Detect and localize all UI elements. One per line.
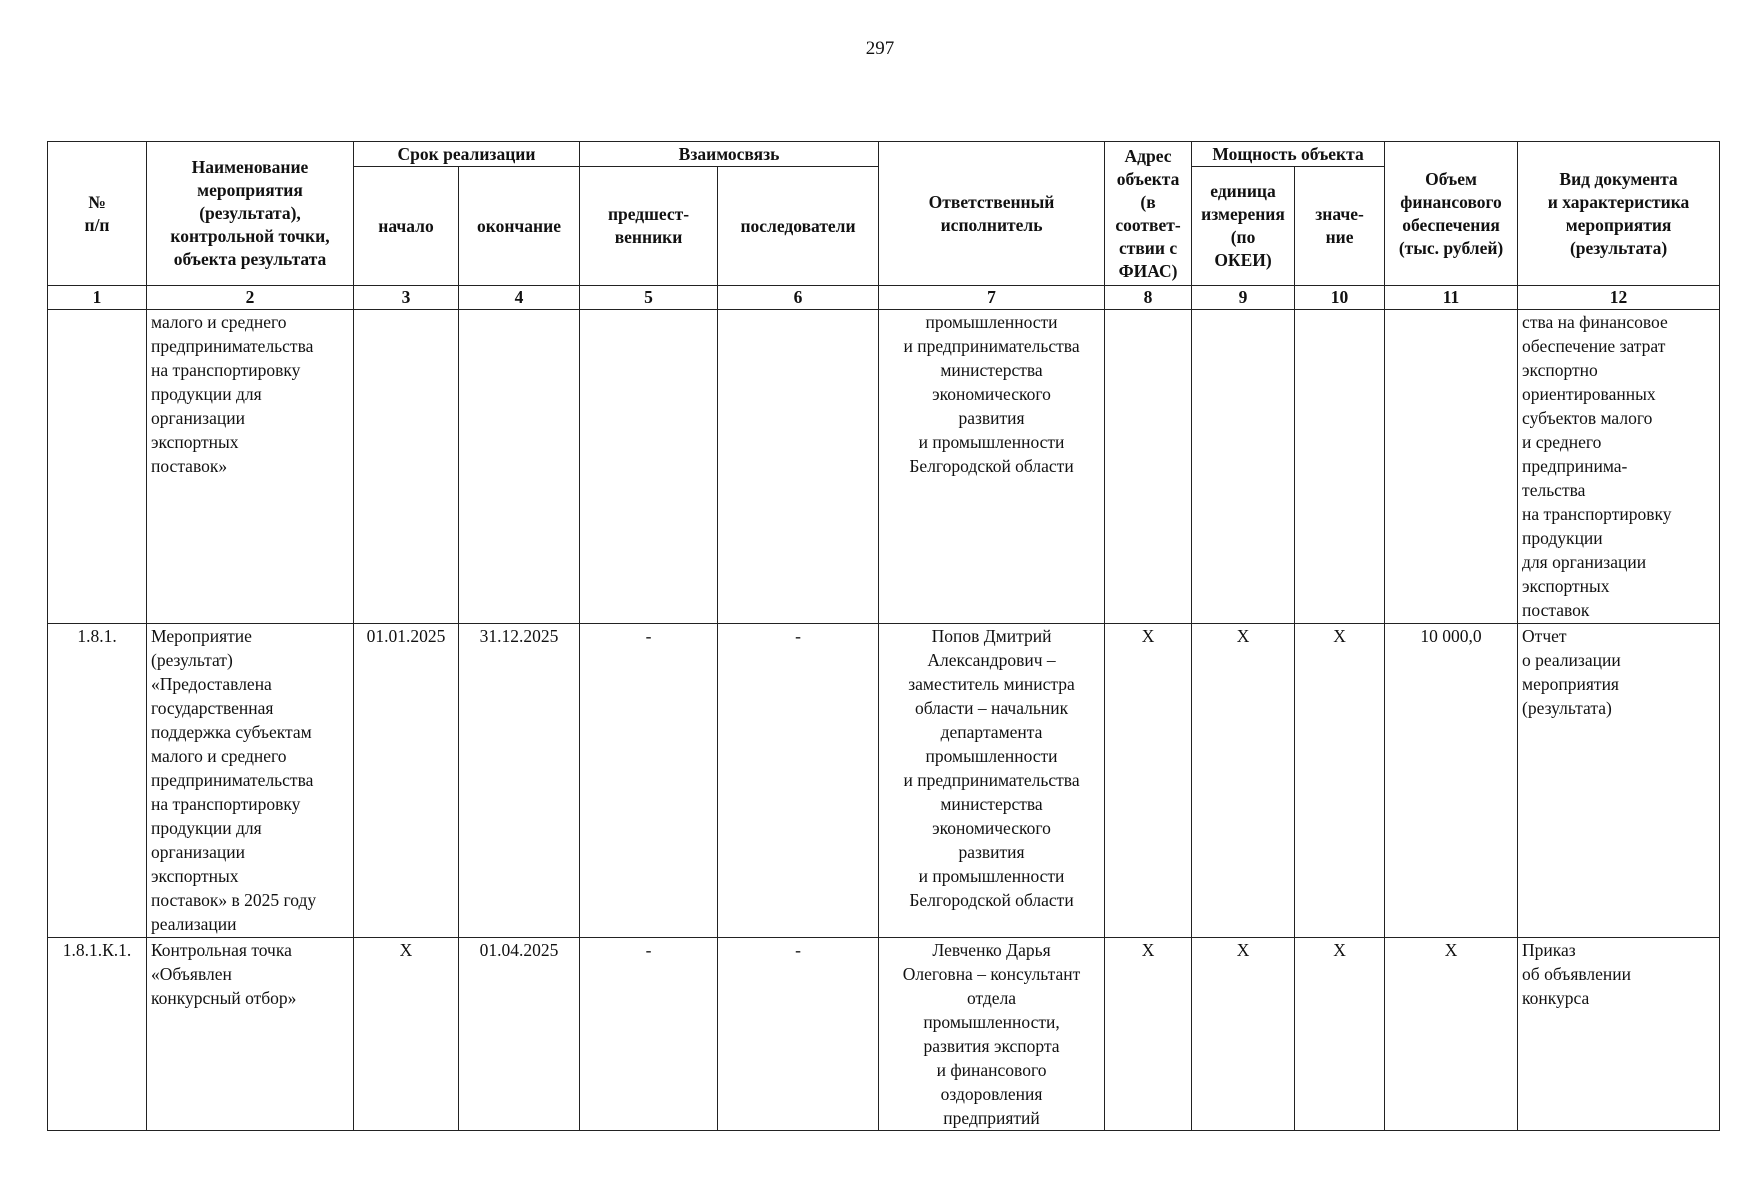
cell-finance [1385,310,1518,624]
header-end: окончание [459,167,580,286]
cell-start: Х [354,938,459,1131]
cell-address: Х [1105,624,1192,938]
header-finance: Объем финансового обеспечения (тыс. рублей) [1385,142,1518,286]
header-group-term: Срок реализации [354,142,580,167]
cell-responsible: промышленности и предпринимательства министерства экономического развития и промышленности Белгородской области [879,310,1105,624]
cell-successors: - [718,938,879,1131]
header-address: Адрес объекта (в соответ- ствии с ФИАС) [1105,142,1192,286]
cell-finance: 10 000,0 [1385,624,1518,938]
header-responsible: Ответственный исполнитель [879,142,1105,286]
cell-value [1295,310,1385,624]
column-number: 8 [1105,286,1192,310]
column-number: 3 [354,286,459,310]
cell-end: 31.12.2025 [459,624,580,938]
cell-name: Контрольная точка «Объявлен конкурсный отбор» [147,938,354,1131]
cell-address: Х [1105,938,1192,1131]
cell-predecessors: - [580,624,718,938]
cell-unit: Х [1192,624,1295,938]
cell-number: 1.8.1.К.1. [48,938,147,1131]
cell-predecessors [580,310,718,624]
cell-name: Мероприятие (результат) «Предоставлена государственная поддержка субъектам малого и среднего предпринимательства на транспортировку продукции для организации экспортных поставок» в 2025 году реализации [147,624,354,938]
column-number: 2 [147,286,354,310]
page-number: 297 [865,38,895,59]
cell-predecessors: - [580,938,718,1131]
cell-document: Отчет о реализации мероприятия (результата) [1518,624,1720,938]
column-number: 5 [580,286,718,310]
header-unit: единица измерения (по ОКЕИ) [1192,167,1295,286]
header-group-link: Взаимосвязь [580,142,879,167]
header-document: Вид документа и характеристика мероприятия (результата) [1518,142,1720,286]
cell-address [1105,310,1192,624]
column-number: 11 [1385,286,1518,310]
cell-successors: - [718,624,879,938]
column-number: 7 [879,286,1105,310]
cell-value: Х [1295,624,1385,938]
cell-document: ства на финансовое обеспечение затрат экспортно ориентированных субъектов малого и среднего предпринима- тельства на транспортировку продукции для организации экспортных поставок [1518,310,1720,624]
table-row [48,624,1720,938]
cell-number: 1.8.1. [48,624,147,938]
cell-document: Приказ об объявлении конкурса [1518,938,1720,1131]
column-number: 9 [1192,286,1295,310]
header-name: Наименование мероприятия (результата), контрольной точки, объекта результата [147,142,354,286]
cell-unit [1192,310,1295,624]
header-value: значе- ние [1295,167,1385,286]
column-number: 4 [459,286,580,310]
column-number: 6 [718,286,879,310]
cell-unit: Х [1192,938,1295,1131]
cell-end: 01.04.2025 [459,938,580,1131]
header-successors: последователи [718,167,879,286]
cell-finance: Х [1385,938,1518,1131]
activities-table [47,141,1720,1131]
header-number: № п/п [48,142,147,286]
column-number: 1 [48,286,147,310]
cell-start: 01.01.2025 [354,624,459,938]
table-row [48,938,1720,1131]
cell-value: Х [1295,938,1385,1131]
column-number: 12 [1518,286,1720,310]
cell-start [354,310,459,624]
cell-successors [718,310,879,624]
cell-responsible: Попов Дмитрий Александрович – заместитель министра области – начальник департамента промышленности и предпринимательства министерства экономического развития и промышленности Белгородской области [879,624,1105,938]
table-row [48,310,1720,624]
header-start: начало [354,167,459,286]
column-number: 10 [1295,286,1385,310]
cell-number [48,310,147,624]
cell-end [459,310,580,624]
cell-responsible: Левченко Дарья Олеговна – консультант отдела промышленности, развития экспорта и финансового оздоровления предприятий [879,938,1105,1131]
header-group-capacity: Мощность объекта [1192,142,1385,167]
cell-name: малого и среднего предпринимательства на транспортировку продукции для организации экспортных поставок» [147,310,354,624]
header-predecessors: предшест- венники [580,167,718,286]
